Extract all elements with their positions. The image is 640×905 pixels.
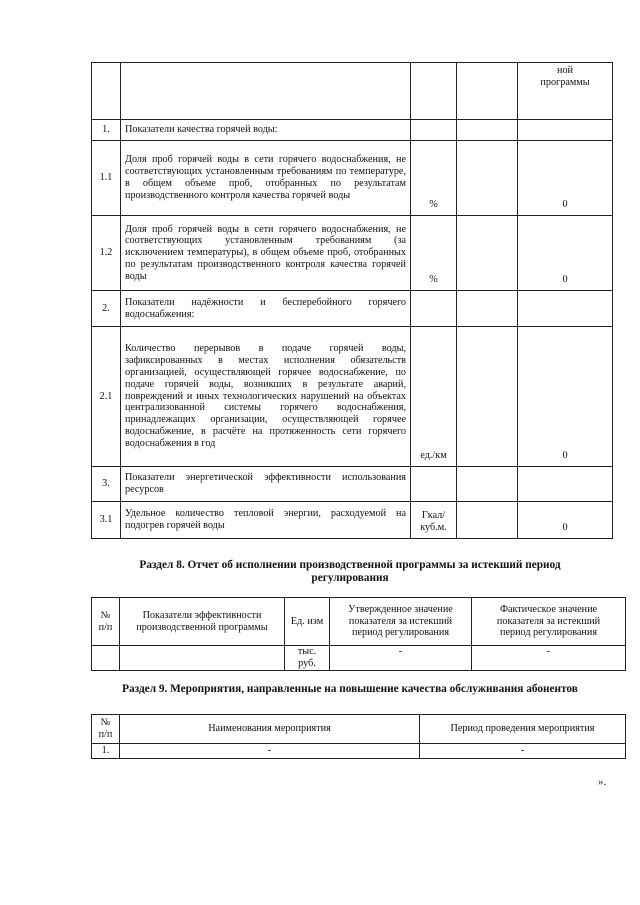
row-value xyxy=(518,120,613,141)
row-name: Удельное количество тепловой энергии, расходуемой на подогрев горячей воды xyxy=(121,502,411,539)
row-name: Доля проб горячей воды в сети горячего водоснабжения, не соответствующих установленным требованиям по температуре, в общем объеме проб, отобранных по результатам производственного контроля качества горячей воды xyxy=(121,141,411,216)
table-row xyxy=(92,120,613,141)
row-number: 1. xyxy=(92,744,120,759)
row-number: 3. xyxy=(92,467,121,502)
row-value: 0 xyxy=(518,502,613,539)
row-value xyxy=(518,467,613,502)
measures-table xyxy=(91,714,626,759)
row-value: 0 xyxy=(518,216,613,291)
table-header-row xyxy=(92,715,626,744)
row-unit: тыс. руб. xyxy=(285,646,330,671)
row-number xyxy=(92,646,120,671)
row-actual: - xyxy=(472,646,626,671)
header-indicator: Показатели эффективности производственной программы xyxy=(120,598,285,646)
table-row xyxy=(92,141,613,216)
row-unit: Гкал/ куб.м. xyxy=(411,502,457,539)
row-value: 0 xyxy=(518,327,613,467)
row-unit: % xyxy=(411,141,457,216)
row-name: Показатели надёжности и бесперебойного горячего водоснабжения: xyxy=(121,291,411,327)
header-fragment: ной программы xyxy=(518,63,613,120)
row-unit: % xyxy=(411,216,457,291)
row-indicator xyxy=(120,646,285,671)
row-value: 0 xyxy=(518,141,613,216)
report-table xyxy=(91,597,626,671)
row-unit: ед./км xyxy=(411,327,457,467)
table-row xyxy=(92,502,613,539)
row-period: - xyxy=(420,744,626,759)
table-row xyxy=(92,327,613,467)
row-name: Показатели энергетической эффективности использования ресурсов xyxy=(121,467,411,502)
closing-quote: ». xyxy=(598,776,607,788)
table-row xyxy=(92,467,613,502)
section-8-title: Раздел 8. Отчет об исполнении производственной программы за истекший период регулирования xyxy=(139,559,561,584)
table-row xyxy=(92,744,626,759)
header-name: Наименования мероприятия xyxy=(120,715,420,744)
table-header-row xyxy=(92,598,626,646)
table-header-row xyxy=(92,63,613,120)
row-number: 1. xyxy=(92,120,121,141)
row-name: Количество перерывов в подаче горячей воды, зафиксированных в местах исполнения обязательств организацией, осуществляющей горячее водоснабжение, по подаче горячей воды, возникших в результате аварий, повреждений и иных технологических нарушений на объектах централизованной системы горячего водоснабжения, принадлежащих организации, осуществляющей горячее водоснабжение, в расчёте на протяженность сети горячего водоснабжения в год xyxy=(121,327,411,467)
header-num: № п/п xyxy=(92,715,120,744)
row-number: 1.1 xyxy=(92,141,121,216)
section-9-title: Раздел 9. Мероприятия, направленные на повышение качества обслуживания абонентов xyxy=(122,683,578,695)
row-unit xyxy=(411,291,457,327)
header-period: Период проведения мероприятия xyxy=(420,715,626,744)
row-name: - xyxy=(120,744,420,759)
table-row xyxy=(92,291,613,327)
row-number: 2. xyxy=(92,291,121,327)
row-number: 3.1 xyxy=(92,502,121,539)
row-unit xyxy=(411,120,457,141)
header-num: № п/п xyxy=(92,598,120,646)
indicators-table xyxy=(91,62,613,539)
row-name: Показатели качества горячей воды: xyxy=(121,120,411,141)
table-row xyxy=(92,646,626,671)
header-actual: Фактическое значение показателя за истекший период регулирования xyxy=(472,598,626,646)
row-unit xyxy=(411,467,457,502)
row-approved: - xyxy=(330,646,472,671)
header-approved: Утвержденное значение показателя за истекший период регулирования xyxy=(330,598,472,646)
row-number: 2.1 xyxy=(92,327,121,467)
row-name: Доля проб горячей воды в сети горячего водоснабжения, не соответствующих установленным требованиям (за исключением температуры), в общем объеме проб, отобранных по результатам производственного контроля качества горячей воды xyxy=(121,216,411,291)
table-row xyxy=(92,216,613,291)
header-unit: Ед. изм xyxy=(285,598,330,646)
row-number: 1.2 xyxy=(92,216,121,291)
row-value xyxy=(518,291,613,327)
